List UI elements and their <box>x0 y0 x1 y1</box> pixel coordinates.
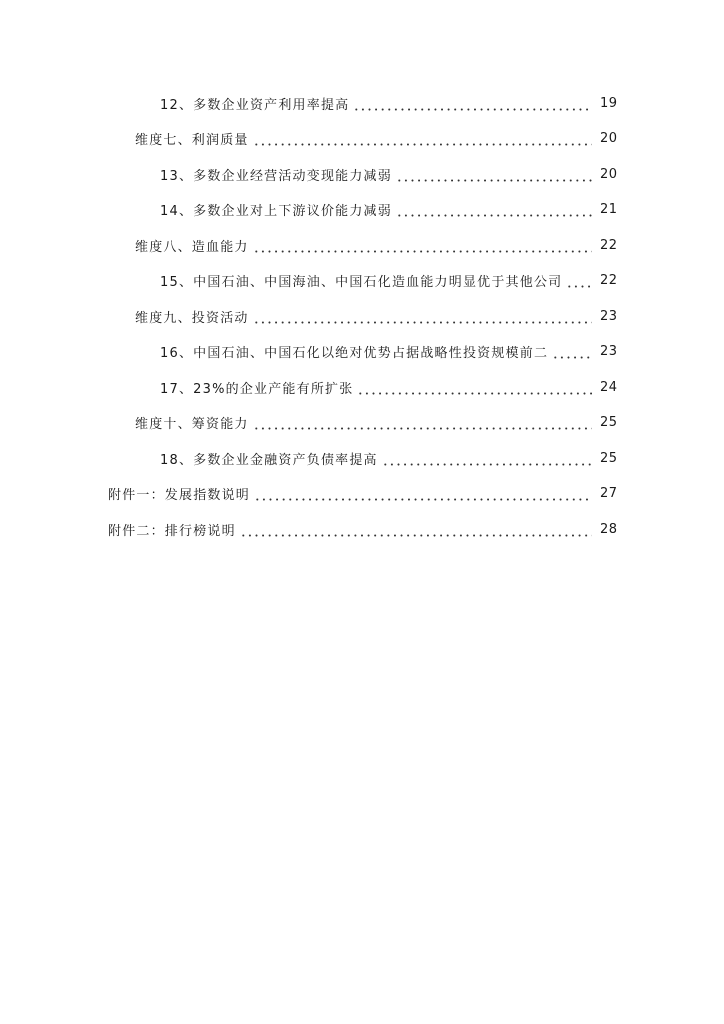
toc-entry-label: 附件一：发展指数说明 <box>108 488 251 503</box>
toc-entry-page: 23 <box>600 308 618 324</box>
toc-entry-label: 维度七、利润质量 <box>135 133 249 148</box>
dot-leader <box>253 133 592 146</box>
toc-entry[interactable] <box>135 412 616 434</box>
toc-entry-label: 维度十、筹资能力 <box>135 417 249 432</box>
dot-leader <box>396 169 592 182</box>
toc-entry[interactable] <box>135 305 616 327</box>
toc-entry[interactable] <box>160 447 616 469</box>
dot-leader <box>566 275 592 288</box>
toc-entry-label: 维度八、造血能力 <box>135 239 249 255</box>
toc-entry-label: 附件二：排行榜说明 <box>108 523 236 539</box>
dot-leader <box>552 346 592 359</box>
toc-entry[interactable] <box>160 341 616 363</box>
toc-entry[interactable] <box>108 518 616 540</box>
toc-entry-label: 18、多数企业金融资产负债率提高 <box>160 452 378 468</box>
dot-leader <box>240 524 592 537</box>
toc-entry-page: 22 <box>600 237 618 253</box>
toc-entry[interactable] <box>108 483 616 505</box>
dot-leader <box>253 417 592 430</box>
dot-leader <box>357 382 592 395</box>
toc-entry-label: 12、多数企业资产利用率提高 <box>160 97 350 113</box>
toc-entry-page: 19 <box>600 95 618 111</box>
dot-leader <box>353 98 592 111</box>
toc-entry-page: 20 <box>600 166 618 182</box>
toc-entry[interactable] <box>160 163 616 185</box>
toc-entry-page: 25 <box>600 450 618 466</box>
toc-entry-label: 维度九、投资活动 <box>135 310 249 326</box>
toc-entry-page: 24 <box>600 379 618 395</box>
toc-entry-page: 25 <box>600 415 618 430</box>
toc-entry-page: 21 <box>600 202 618 217</box>
toc-entry[interactable] <box>135 234 616 256</box>
toc-entry-page: 23 <box>600 344 618 359</box>
toc-entry-label: 15、中国石油、中国海油、中国石化造血能力明显优于其他公司 <box>160 275 563 290</box>
dot-leader <box>382 453 592 466</box>
toc-entry[interactable] <box>160 199 616 221</box>
toc-entry-page: 27 <box>600 486 618 501</box>
toc-entry-page: 28 <box>600 521 618 537</box>
dot-leader <box>254 488 592 501</box>
toc-entry-page: 20 <box>600 131 618 146</box>
dot-leader <box>253 311 592 324</box>
toc-entry-label: 16、中国石油、中国石化以绝对优势占据战略性投资规模前二 <box>160 346 549 361</box>
toc-entry-label: 13、多数企业经营活动变现能力减弱 <box>160 168 392 184</box>
toc-entry-label: 17、23%的企业产能有所扩张 <box>160 381 354 397</box>
toc-entry[interactable] <box>160 376 616 398</box>
dot-leader <box>253 240 592 253</box>
toc-entry[interactable] <box>135 128 616 150</box>
toc-entry-label: 14、多数企业对上下游议价能力减弱 <box>160 204 392 219</box>
toc-entry[interactable] <box>160 270 616 292</box>
toc-entry-page: 22 <box>600 273 618 288</box>
dot-leader <box>396 204 592 217</box>
toc-entry[interactable] <box>160 92 616 114</box>
